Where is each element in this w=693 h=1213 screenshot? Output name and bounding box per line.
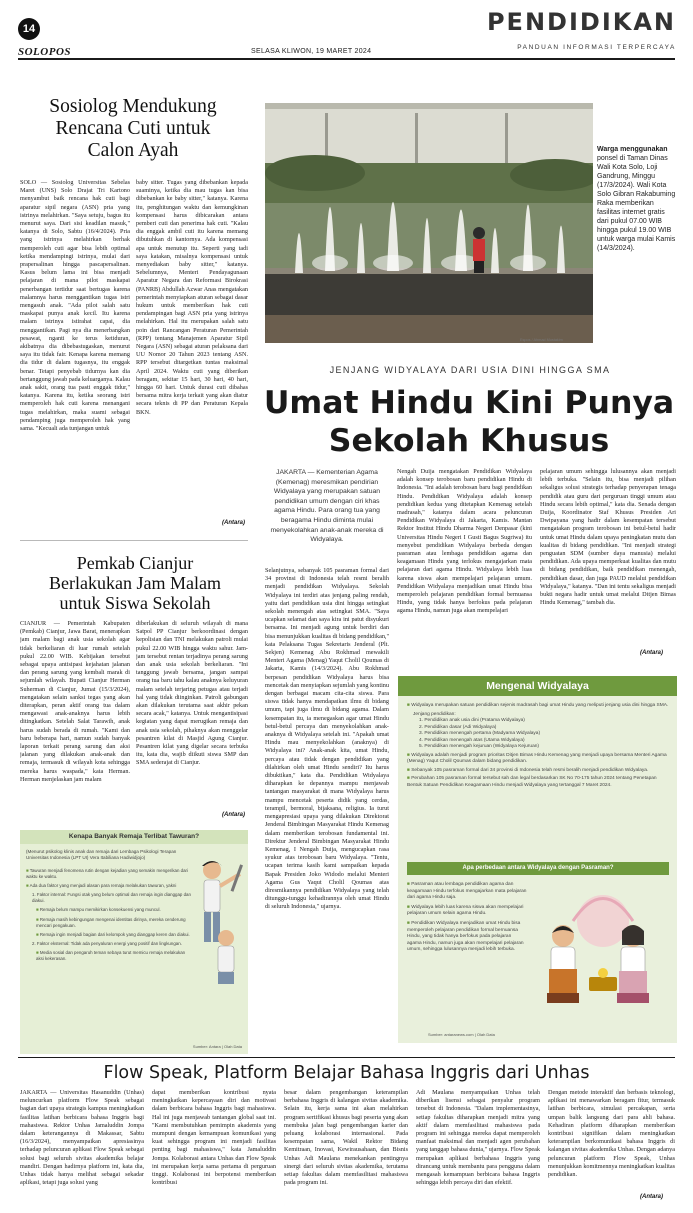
article4-body-col1: JAKARTA — Universitas Hasanuddin (Unhas) meluncurkan platform Flow Speak sebagai bagian dari upaya strategis kampus meningkatkan fasilitas latihan berbicara bahasa Inggris bagi mahasiswa. Rektor Unhas Jamaluddin Jompa dalam keterangannya di Makassar, Sabtu (16/3/2024), menyampaikan apresiasinya terhadap peluncuran aplikasi Flow Speak sebagai solusi bagi seluruh sivitas akademika belajar mandiri. Dengan hadirnya platform ini, kata dia, Unhas tidak hanya melihat sebagai sekadar aplikasi, tetapi juga solusi yang [20, 1089, 144, 1187]
infobox-tawuran-item: 1. Faktor internal: Fungsi otak yang belum optimal dan remaja ingin dianggap dan diakui. [32, 892, 191, 904]
infobox-widyalaya-item: 4. Pendidikan menengah atas (Utama Widyalaya) [419, 737, 525, 743]
article3-agency: (Antara) [640, 650, 664, 656]
article3-body-col-c: pelajaran umum sehingga lulusannya akan menjadi lebih terbuka. "Selain itu, bisa menjadi pilihan sekaligus solusi strategis terhadap penyerapan tenaga pendidik atau guru dari perguruan tinggi umum atau Hindu secara lebih optimal," kata dia. Senada dengan Duija, Koordinator Staf Khusus Presiden Ari Dwipayana yang hadir dalam kesempatan tersebut mengatakan program terobosan ini betul-betul hadir untuk umat Hindu dalam upaya peningkatan mutu dan kualitas di bidang pendidikan. "Ini menjadi strategi penguatan SDM (sumber daya manusia) melalui pendidikan. Ada upaya memperkuat kualitas dan mutu di bidang pendidikan, baik pendidikan menengah, pendidikan dasar, dan juga PAUD melalui pendidikan Widyalaya," katanya. "Dan ini tentu sekaligus menjadi bukti negara hadir untuk umat melalui Ditjen Bimas Hindu Kemenag," tambah dia. [540, 468, 676, 607]
infobox-tawuran-list [26, 868, 194, 965]
infobox-widyalaya-list [407, 703, 669, 789]
infobox-widyalaya-item: ■ Sebanyak 105 pasraman formal dari 34 provinsi di Indonesia telah resmi beralih menjadi pendidikan Widyalaya. [407, 767, 649, 773]
infobox-tawuran-item: ■ Media sosial dan pengaruh teman sebaya turut memicu remaja melakukan aksi kekerasan. [36, 949, 186, 962]
photo-caption-text: ponsel di Taman Dinas Wali Kota Solo, Loji Gandrung, Minggu (17/3/2024). Wali Kota Solo Gibran Rakabuming Raka memberikan fasilitas internet gratis dari pukul 07.00 WIB hingga pukul 19.00 WIB untuk warga mulai Kamis (14/3/2024). [597, 155, 676, 252]
article1-agency: (Antara) [222, 520, 246, 526]
photo-caption [597, 145, 677, 253]
infobox-widyalaya-diff-item: ■ Widyalaya lebih luas karena siswa akan mempelajari pelajaran umum selain agama Hindu. [407, 904, 524, 917]
section-title: PENDIDIKAN [486, 8, 676, 36]
article3-kicker: JENJANG WIDYALAYA DARI USIA DINI HINGGA SMA [329, 365, 611, 375]
section-tagline: PANDUAN INFORMASI TERPERCAYA [517, 44, 676, 51]
article4-body-col2: dapat memberikan kontribusi nyata meningkatkan kepercayaan diri dan motivasi dalam berbicara bahasa Inggris bagi mahasiswa. Hal ini juga menjawab tantangan global saat ini. "Kami membutuhkan pemimpin akademis yang mumpuni dengan kemampuan komunikasi yang kuat sehingga program ini menjadi fasilitas penting bagi mahasiswa," kata Jamaluddin Jompa. Kolaborasi antara Unhas dan Flow Speak ini merupakan kerja sama pertama di perguruan tinggi. Kolaborasi ini berpotensi memberikan kontribusi [152, 1089, 276, 1187]
article1-divider [20, 540, 248, 541]
article4-body-col4: Adi Maulana menyampaikan Unhas telah diberikan lisensi sebagai penyalur program tersebut di Indonesia. "Dalam implementasinya, setiap fakultas diharapkan menjadi mitra yang aktif dalam memfasilitasi mahasiswa pada program ini sehingga mereka dapat memperoleh manfaat maksimal dan menjadi agen perubahan yang tanggap bahasa dunia," ujarnya. Flow Speak merupakan aplikasi berbahasa Inggris yang dirancang untuk membantu para pengguna dalam mengasah kemampuan berbicara bahasa Inggris sehingga lebih percaya diri dan efektif. [416, 1089, 540, 1187]
infobox-widyalaya-diff-item: ■ Pasraman atau lembaga pendidikan agama dan keagamaan Hindu terfokus mengajarkan mata pelajaran dari agama Hindu saja. [407, 882, 527, 901]
page-number-badge: 14 [18, 18, 40, 40]
infobox-widyalaya-item: 2. Pendidikan dasar (Adi Widyalaya) [419, 724, 497, 730]
infobox-tawuran-item: ■ Tawuran menjadi fenomena rutin dengan kejadian yang semakin mengerikan dari waktu ke waktu. [26, 868, 188, 880]
infobox-tawuran-title: Kenapa Banyak Remaja Terlibat Tawuran? [20, 830, 248, 844]
issue-date: SELASA KLIWON, 19 MARET 2024 [251, 48, 372, 55]
fountain-photo [265, 103, 593, 343]
infobox-tawuran [20, 830, 248, 1054]
article3-headline [262, 384, 676, 460]
infobox-tawuran-source: Sumber: Antara | Olah Data [192, 1044, 242, 1049]
article2-body-col1: CIANJUR — Pemerintah Kabupaten (Pemkab) Cianjur, Jawa Barat, menerapkan jam malam bagi anak usia sekolah agar tidak berkeliaran di luar rumah setelah pukul 22.00 WIB. Kebijakan tersebut sebagai upaya antisipasi kejahatan jalanan dan perang sarung yang kembali marak di sejumlah wilayah. Bupati Cianjur Herman Suherman di Cianjur, Jumat (15/3/2024), mengatakan selain sanksi tegas yang akan diterapkan, peran aktif orang tua dalam mengawasi anak-anaknya harus lebih ditingkatkan. Setelah Salat Tarawih, anak harus sudah berada di rumah. "Kami dan baru beberapa hari, namun sudah banyak laporan terkait perang sarung dan aksi jalanan yang dilakukan anak-anak dan remaja, termasuk di wilayah kota sehingga mereka harus waspada," kata Herman. Herman menjelaskan jam malam [20, 620, 130, 783]
hindu-students-illustration-icon [533, 881, 673, 1011]
article2-agency: (Antara) [222, 812, 246, 818]
article4-headline: Flow Speak, Platform Belajar Bahasa Inggris dari Unhas [103, 1063, 590, 1083]
article4-body-col5: Dengan metode interaktif dan berbasis teknologi, aplikasi ini menawarkan beragam fitur, termasuk latihan berbicara, simulasi percakapan, serta umpan balik langsung dari para ahli bahasa. Kehadiran platform diharapkan memberikan kontribusi signifikan dalam meningkatkan keterampilan berkomunikasi bahasa Inggris di kalangan sivitas akademika Unhas. Dengan adanya peluncuran platform Flow Speak, Unhas menunjukkan komitmennya meningkatkan kualitas pendidikan. [548, 1089, 675, 1179]
article4-agency: (Antara) [640, 1194, 664, 1200]
article2-title-line1: Pemkab Cianjur [76, 553, 194, 573]
infobox-widyalaya-diff [407, 882, 527, 954]
infobox-widyalaya-title: Mengenal Widyalaya [398, 676, 677, 696]
article1-headline [22, 96, 244, 162]
photo-caption-bold: Warga menggunakan [597, 146, 668, 153]
infobox-tawuran-intro: (Menurut psikolog klinis anak dan remaja dari Lembaga Psikologi Terapan Universitas Indonesia (LPT UI) Vera Itabiliana Hadiwidjojo) [26, 849, 177, 861]
article1-title-line1: Sosiolog Mendukung [49, 96, 217, 117]
header-rule [18, 58, 675, 60]
article3-body-col-b: Nengah Duija mengatakan Pendidikan Widyalaya adalah konsep terobosan baru pendidikan Hindu di Indonesia. "Ini adalah terobosan baru bagi pendidikan Hindu. Pendidikan Widyalaya adalah konsep pendidikan kedua yang ditetapkan Kemenag setelah madrasah," katanya dalam acara peluncuran Pendidikan Widyalaya di Jakarta, Kamis. Mantan Rektor Institut Hindu Dharma Negeri Denpasar (kini Universitas Hindu Negeri I Gusti Bagus Sugriwa) itu menyebut pendidikan Widyalaya berbeda dengan pasraman atau lembaga pendidikan agama dan keagamaan Hindu yang terlokus mengajarkan mata pelajaran dari agama Hindu. Widyalaya lebih luas karena siswa akan mempelajari pelajaran umum. Pendidikan Widyalaya menjadikan umat Hindu bisa memperoleh pelajaran pendidikan formal bernuansa Hindu, yang tidak hanya berfokus pada pelajaran agama Hindu, namun juga akan mempelajari [397, 468, 532, 615]
infobox-tawuran-item: ■ Remaja ingin menjadi bagian dari kelompok yang dianggap keren dan diakui. [36, 931, 190, 937]
infobox-widyalaya-item: ■ Widyalaya adalah menjadi program prioritas Ditjen Bimas Hindu Kemenag yang menjadi upaya bersama Menteri Agama (Menag) Yaqut Cholil Qoumas dalam bidang pendidikan. [407, 752, 667, 764]
article2-headline [22, 553, 248, 613]
article1-body-col1: SOLO — Sosiolog Universitas Sebelas Maret (UNS) Solo Drajat Tri Kartono menyambut baik rencana hak cuti bagi aparatur sipil negara (ASN) pria yang istrinya melahirkan. "Saya setuju, bagus itu menurut saya. Dari sisi keadilan masuk," katanya di Solo, Sabtu (16/4/2024). Pria yang istrinya melahirkan berhak memperoleh cuti agar bisa lebih optimal ketika mendampingi istrinya, mulai dari prapersalinan hingga pascapersalinan. Kasus belum lama ini bisa menjadi pelajaran di mana pilot maskapai penerbangan tertidur saat bertugas karena malamnya harus menggantikan tugas istri mengasuh anak. "Ada pilot salah satu maskapai punya anak kecil. Itu karena malam istrinya istirahat capai, dia menggantikan. Pagi nya dia menerbangkan pesawat, nganti ke terus ketiduran, akibatnya dia dibebastugaskan, menurut saya itu tidak fair. Kenapa karena memang dia tidur di dalam tugasnya, itu enggak benar. Tetapi penyebab tidurnya kan dia bertanggung jawab pada keluarganya. Kalau anak sakit, orang tua pasti enggak tidur," katanya. Karena itu, ketika seorang istri memperoleh hak cuti karena menangani tugas melahirkan, maka suami sebagai pendamping juga memperoleh hak yang sama. "Kecuali ada tunjangan untuk [20, 179, 130, 433]
infobox-widyalaya-subtitle: Apa perbedaan antara Widyalaya dengan Pasraman? [407, 862, 669, 875]
infobox-widyalaya-item: ■ Widyalaya merupakan satuan pendidikan sejenis madrasah bagi umat Hindu yang meliputi jenjang usia dini hingga SMA. [407, 703, 669, 708]
article2-body-col2: diberlakukan di seluruh wilayah di mana Satpol PP Cianjur berkoordinasi dengan kepolisian dan TNI melakukan patroli mulai pukul 22.00 WIB hingga waktu sahur. Jam-jam tersebut rentan terjadinya perang sarung dan anak usia sekolah berkeliaran. "Ini tanggung jawab bersama, jangan sampai orang tua baru tahu kalau anaknya keluyuran malam setelah terjaring petugas atau terjadi hal yang tidak diinginkan. Patroli gabungan akan dilakukan terutama saat akhir pekan secara acak," katanya. Untuk mengantisipasi kegiatan yang dapat merugikan remaja dan anak usia sekolah, pihaknya akan menggelar pesantren kilat di Masjid Agung Cianjur. Pesantren kilat yang digelar secara terbuka itu, kata dia, wajib diikuti siswa SMP dan SMA sederajat di Cianjur. [136, 620, 248, 767]
infobox-widyalaya-item: 1. Pendidikan anak usia dini (Pratama Widyalaya) [419, 718, 525, 723]
article1-title-line2: Rencana Cuti untuk [55, 118, 211, 139]
article3-lead: JAKARTA — Kementerian Agama (Kemenag) meresmikan pendirian Widyalaya yang merupakan satuan pendidikan umum dengan ciri khas agama Hindu. Para orang tua yang beragama Hindu diminta mulai menyekolahkan anak-anak mereka di Widyalaya. [270, 469, 384, 544]
article1-body-col2: baby sitter. Tugas yang dibebankan kepada suaminya, ketika dia mau tugas kan bisa dibebankan ke baby sitter," katanya. Karena itu, penghitungan waktu dan kemungkinan kompensasi harus dibicarakan antara pemberi cuti dan penerima hak cuti. "Kalau dia enggak ambil cuti itu karena memang dibutuhkan di kantornya. Ada kompensasi apa untuk menutup itu. Seperti yang tadi saya katakan, misalnya kompensasi untuk menyediakan baby sitter," katanya. Sebelumnya, Menteri Pendayagunaan Aparatur Negara dan Reformasi Birokrasi (PANRB) Abdullah Azwar Anas mengatakan pemerintah menyiapkan aturan sebagai dasar hukum untuk memberikan hak cuti pendampingan bagi ASN pria yang istrinya melahirkan. Hal itu merupakan salah satu poin dari Rancangan Peraturan Pemerintah (RPP) tentang Manajemen Aparatur Sipil Negara (ASN) sebagai aturan pelaksana dari UU Nomor 20 Tahun 2023 tentang ASN. RPP tersebut ditargetkan tuntas maksimal April 2024. Waktu cuti yang diberikan beragam, sekitar 15 hari, 30 hari, 40 hari, hingga 60 hari. Untuk durasi cuti dibahas bersama mitra kerja terkait yang akan diatur secara teknis di PP dan Peraturan Kepala BKN. [136, 179, 248, 416]
article2-title-line3: untuk Siswa Sekolah [59, 593, 211, 613]
infobox-widyalaya [398, 676, 677, 1043]
infobox-widyalaya-item: ■ Perubahan 105 pasraman formal tersebut sah dan legal berdasarkan SK No 70-175 tahun 2024 tentang Penetapan Bentuk Satuan Pendidikan Keagamaan Hindu menjadi Widyalaya yang tertanggal 7 Maret 2024. [407, 776, 657, 788]
infobox-tawuran-item: ■ Ada dua faktor yang menjadi alasan para remaja melakukan tawuran, yakni [26, 883, 177, 889]
article3-body-col-a: Selanjutnya, sebanyak 105 pasraman formal dari 34 provinsi di Indonesia telah resmi beralih menjadi pendidikan Widyalaya. Sekolah Widyalaya ini terdiri atas jenjang paling rendah, yaitu dari pendidikan usia dini hingga setingkat sekolah menengah atas setingkat SMA. "Saya ucapkan selamat dan saya kira ini patut disyukuri bersama. Ini menjadi agung untuk berdiri dan bisa menunjukkan kualitas di bidang pendidikan," kata Pelaksana Tugas Sekretaris Jenderal (Plt. Sekjen) Kemenag Abu Rokhmad mewakili Menteri Agama (Menag) Yaqut Cholil Qoumas di Jakarta, Kamis (14/3/2024). Abu Rokhmad berpesan pendidikan Widyalaya harus bisa mencetak dan menyiapkan sejumlah yang kontinu dengan berbagai macam cita-cita siswa. Para siswa tidak hanya mendapatkan ilmu di bidang umum, tapi juga ilmu di bidang agama. Dalam kesempatan itu, ia menegaskan agar umat Hindu betul-betul percaya dan menyekolahkan anak-anaknya di Widyalaya setelah ini. "Apakah umat Hindu mau menyekolahkan (anaknya) di Widyalaya ini? Anak-anak kita, umat Hindu, percaya atau tidak dengan pendidikan yang dilahirkan oleh umat Hindu sendiri? Itu harus dibuktikan," kata dia. Pendidikan Widyalaya diharapkan ke depannya mampu menjawab tantangan masyarakat di mana Widyalaya harus mampu mencetak peserta didik yang cerdas, terampil, bermoral, bijaksana, religius. Ia turut mengapresiasi upaya yang dilakukan Direktorat Jenderal Bimbingan Masyarakat Hindu Kemenag dalam memberikan terobosan fundamental ini. Direktur Jenderal Bimbingan Masyarakat Hindu Kemenag, I Nengah Duija, mengucapkan rasa syukur atas terobosan baru Widyalaya. "Tentu, ucapan terima kasih kami sampaikan kepada Bapak Presiden Joko Widodo melalui Menteri Agama Gus Yaqut Cholil Qoumas atas diresmikannya pendidikan Widyalaya yang telah ditunggu-tunggu kehadirannya oleh umat Hindu di seluruh Indonesia," ujarnya. [265, 567, 389, 911]
article2-title-line2: Berlakukan Jam Malam [49, 573, 221, 593]
fountain-photo-image [265, 103, 593, 343]
article4-top-rule [18, 1057, 675, 1058]
infobox-tawuran-item: ■ Remaja masih kebingungan mengenai identitas dirinya, mereka cenderung mencari pengakuan. [36, 916, 186, 928]
article3-title-line2: Sekolah Khusus [328, 423, 610, 459]
infobox-widyalaya-source: Sumber: antaranews.com | Olah Data [428, 1032, 495, 1037]
solopos-logo: SOLOPOS [18, 46, 72, 58]
article1-title-line3: Calon Ayah [87, 140, 179, 161]
infobox-widyalaya-item: 3. Pendidikan menengah pertama (Madyama Widyalaya) [419, 731, 541, 736]
photo-credit: Espos / Ahmad Mustakim [520, 338, 563, 342]
infobox-widyalaya-item: Jenjang pendidikan: [413, 711, 456, 717]
article3-title-line1: Umat Hindu Kini Punya [263, 385, 675, 421]
article4-body-col3: besar dalam pengembangan keterampilan berbahasa Inggris di kalangan sivitas akademika. Selain itu, kerja sama ini akan melahirkan program sertifikasi khusus bagi peserta yang akan membuka jalan bagi pengembangan karier dan peluang kolaborasi internasional. Pada kesempatan sama, Wakil Rektor Bidang Kemitraan, Inovasi, Kewirausahaan, dan Bisnis Unhas Adi Maulana menekankan pentingnya sinergi dari seluruh sivitas akademika, terutama setiap fakultas dalam memfasilitasi mahasiswa pada program ini. [284, 1089, 408, 1187]
infobox-widyalaya-diff-item: ■ Pendidikan Widyalaya menjadikan umat Hindu bisa memperoleh pelajaran pendidikan formal bernuansa Hindu, yang tidak hanya berfokus pada pelajaran agama Hindu, namun juga akan mempelajari pelajaran umum, sehingga lulusannya menjadi lebih terbuka. [407, 920, 524, 953]
infobox-tawuran-item: ■ Remaja belum mampu memikirkan konsekuensi yang muncul. [36, 907, 161, 913]
tawuran-illustration-icon [192, 856, 246, 986]
infobox-widyalaya-item: 5. Pendidikan menengah kejuruan (Widyalaya Kejuruan) [419, 744, 540, 749]
infobox-tawuran-item: 2. Faktor eksternal: Tidak ada penyaluran energi yang positif dan lingkungan. [32, 940, 182, 946]
